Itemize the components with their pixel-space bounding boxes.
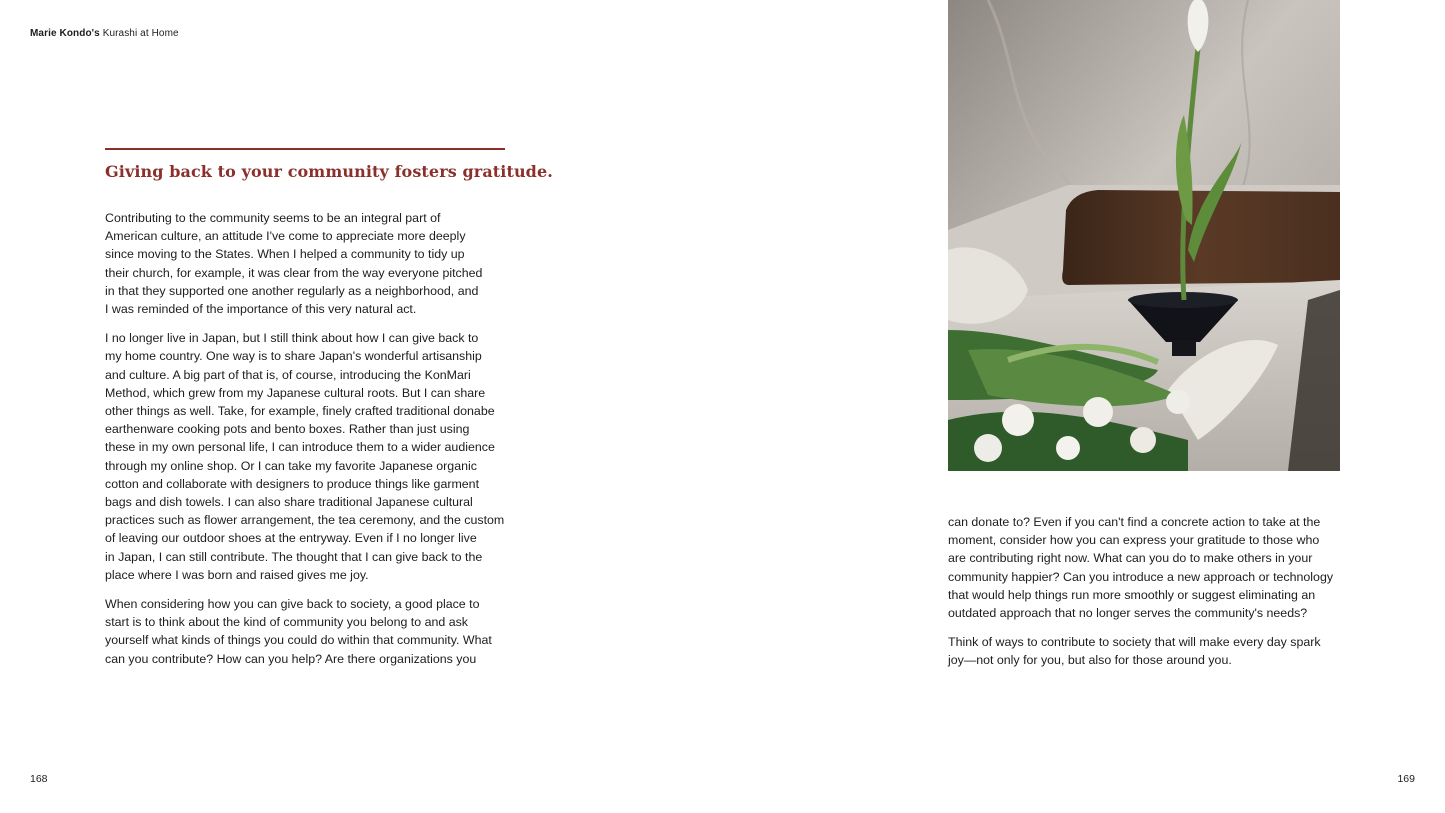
running-head-title: Kurashi at Home <box>102 28 179 39</box>
right-paragraph-1: can donate to? Even if you can't find a concrete action to take at the moment, consider how you can express your gratitude to those who are contributing right now. What can you do to make others in your community happier? Can you introduce a new approach or technology that would help things run more smoothly or suggest eliminating an outdated approach that no longer serves the community's needs? <box>948 515 1334 621</box>
running-head <box>30 28 179 39</box>
left-paragraph-2: I no longer live in Japan, but I still think about how I can give back to my home country. One way is to share Japan's wonderful artisanship and culture. A big part of that is, of course, introducing the KonMari Method, which grew from my Japanese cultural roots. But I can share other things as well. Take, for example, finely crafted traditional donabe earthenware cooking pots and bento boxes. Rather than just using these in my own personal life, I can introduce them to a wider audience through my online shop. Or I can take my favorite Japanese organic cotton and collaborate with designers to produce things like garment bags and dish towels. I can also share traditional Japanese cultural practices such as flower arrangement, the tea ceremony, and the custom of leaving our outdoor shoes at the entryway. Even if I no longer live in Japan, I can still contribute. The thought that I can give back to the place where I was born and raised gives me joy. <box>105 331 505 582</box>
running-head-author: Marie Kondo's <box>30 28 100 39</box>
section-heading: Giving back to your community fosters gratitude. <box>105 162 553 181</box>
left-paragraph-3: When considering how you can give back to society, a good place to start is to think about the kind of community you belong to and ask yourself what kinds of things you could do within that community. What can you contribute? How can you help? Are there organizations you <box>105 597 492 666</box>
page-number-right: 169 <box>1397 773 1415 785</box>
right-paragraph-2: Think of ways to contribute to society that will make every day spark joy—not only for you, but also for those around you. <box>948 635 1321 668</box>
tulip-photo <box>948 0 1340 471</box>
left-text-column <box>105 209 525 679</box>
heading-rule <box>105 148 505 150</box>
left-paragraph-1: Contributing to the community seems to be an integral part of American culture, an attitude I've come to appreciate more deeply since moving to the States. When I helped a community to tidy up their church, for example, it was clear from the way everyone pitched in that they supported one another regularly as a neighborhood, and I was reminded of the importance of this very natural act. <box>105 211 483 317</box>
right-text-column <box>948 513 1368 681</box>
page-number-left: 168 <box>30 773 48 785</box>
